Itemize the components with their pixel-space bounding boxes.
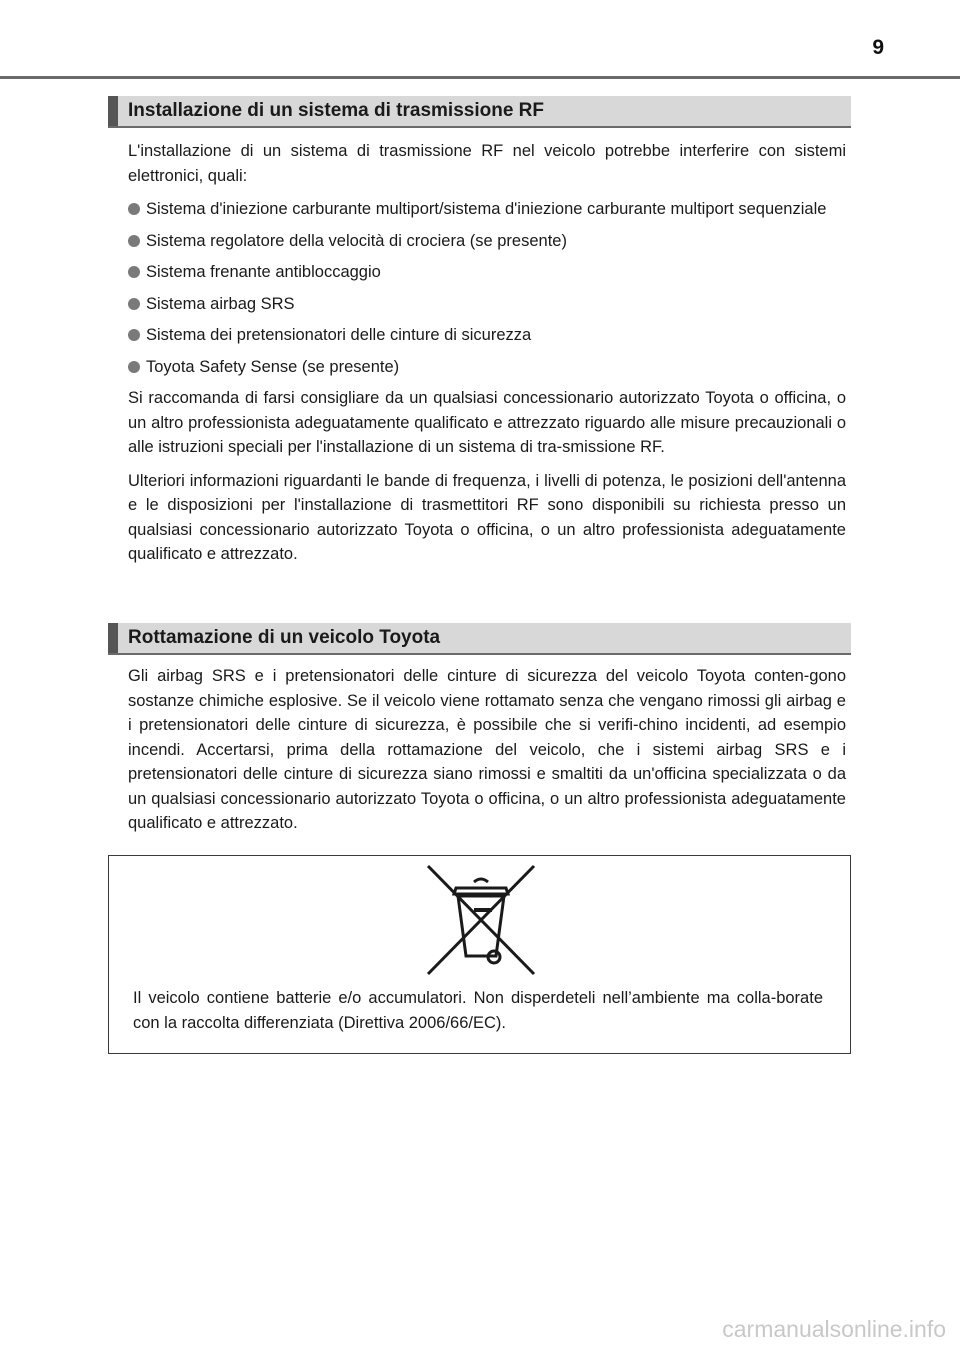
header-rule xyxy=(0,76,960,79)
battery-disposal-notice xyxy=(108,855,851,1054)
bullet-icon xyxy=(128,298,140,310)
notice-text: Il veicolo contiene batterie e/o accumulatori. Non disperdeteli nell’ambiente ma colla-borate con la raccolta differenziata (Direttiva 2006/66/EC). xyxy=(133,989,823,1032)
list-item xyxy=(128,197,846,222)
list-item-text: Toyota Safety Sense (se presente) xyxy=(146,357,400,376)
bullet-icon xyxy=(128,329,140,341)
intro-paragraph: L'installazione di un sistema di trasmissione RF nel veicolo potrebbe interferire con sistemi elettronici, quali: xyxy=(128,142,846,185)
section-body-scrapping xyxy=(128,664,846,845)
list-item-text: Sistema airbag SRS xyxy=(146,294,295,313)
list-item xyxy=(128,292,846,317)
list-item-text: Sistema regolatore della velocità di crociera (se presente) xyxy=(146,231,567,250)
section-body-rf xyxy=(128,139,846,576)
list-item xyxy=(128,323,846,348)
recommendation-paragraph: Si raccomanda di farsi consigliare da un qualsiasi concessionario autorizzato Toyota o officina, o un altro professionista adeguatamente qualificato e attrezzato riguardo alle misure precauzionali o alle istruzioni speciali per l'installazione di un sistema di tra-smissione RF. xyxy=(128,389,846,456)
bullet-icon xyxy=(128,361,140,373)
heading-accent-bar xyxy=(108,96,118,126)
section-heading-scrapping xyxy=(108,623,851,655)
list-item-text: Sistema dei pretensionatori delle cinture di sicurezza xyxy=(146,326,532,344)
info-paragraph: Ulteriori informazioni riguardanti le bande di frequenza, i livelli di potenza, le posizioni dell'antenna e le disposizioni per l'installazione di trasmettitori RF sono disponibili su richiesta presso un qualsiasi concessionario autorizzato Toyota o officina, o un altro professionista adeguatamente qualificato e attrezzato. xyxy=(128,471,846,563)
bullet-icon xyxy=(128,235,140,247)
section-title-scrapping: Rottamazione di un veicolo Toyota xyxy=(128,627,441,648)
crossed-out-wheelie-bin-icon xyxy=(426,864,536,976)
list-item xyxy=(128,355,846,380)
list-item xyxy=(128,229,846,254)
heading-accent-bar xyxy=(108,623,118,653)
bullet-icon xyxy=(128,266,140,278)
section-heading-rf xyxy=(108,96,851,128)
bullet-icon xyxy=(128,203,140,215)
watermark: carmanualsonline.info xyxy=(722,1316,946,1342)
page-number: 9 xyxy=(872,36,884,59)
list-item xyxy=(128,260,846,285)
list-item-text: Sistema frenante antibloccaggio xyxy=(146,263,381,281)
list-item-text: Sistema d'iniezione carburante multiport/sistema d'iniezione carburante multiport sequenziale xyxy=(146,200,827,218)
scrapping-paragraph: Gli airbag SRS e i pretensionatori delle cinture di sicurezza del veicolo Toyota conten-gono sostanze chimiche esplosive. Se il veicolo viene rottamato senza che vengano rimossi gli airbag e i pretensionatori delle cinture di sicurezza, è possibile che si verifi-chino incidenti, ad esempio incendi. Accertarsi, prima della rottamazione del veicolo, che i sistemi airbag SRS e i pretensionatori delle cinture di sicurezza siano rimossi e smaltiti da un'officina specializzata o da un qualsiasi concessionario autorizzato Toyota o officina, o un altro professionista adeguatamente qualificato e attrezzato. xyxy=(128,667,846,832)
section-title-rf: Installazione di un sistema di trasmissione RF xyxy=(128,100,544,121)
